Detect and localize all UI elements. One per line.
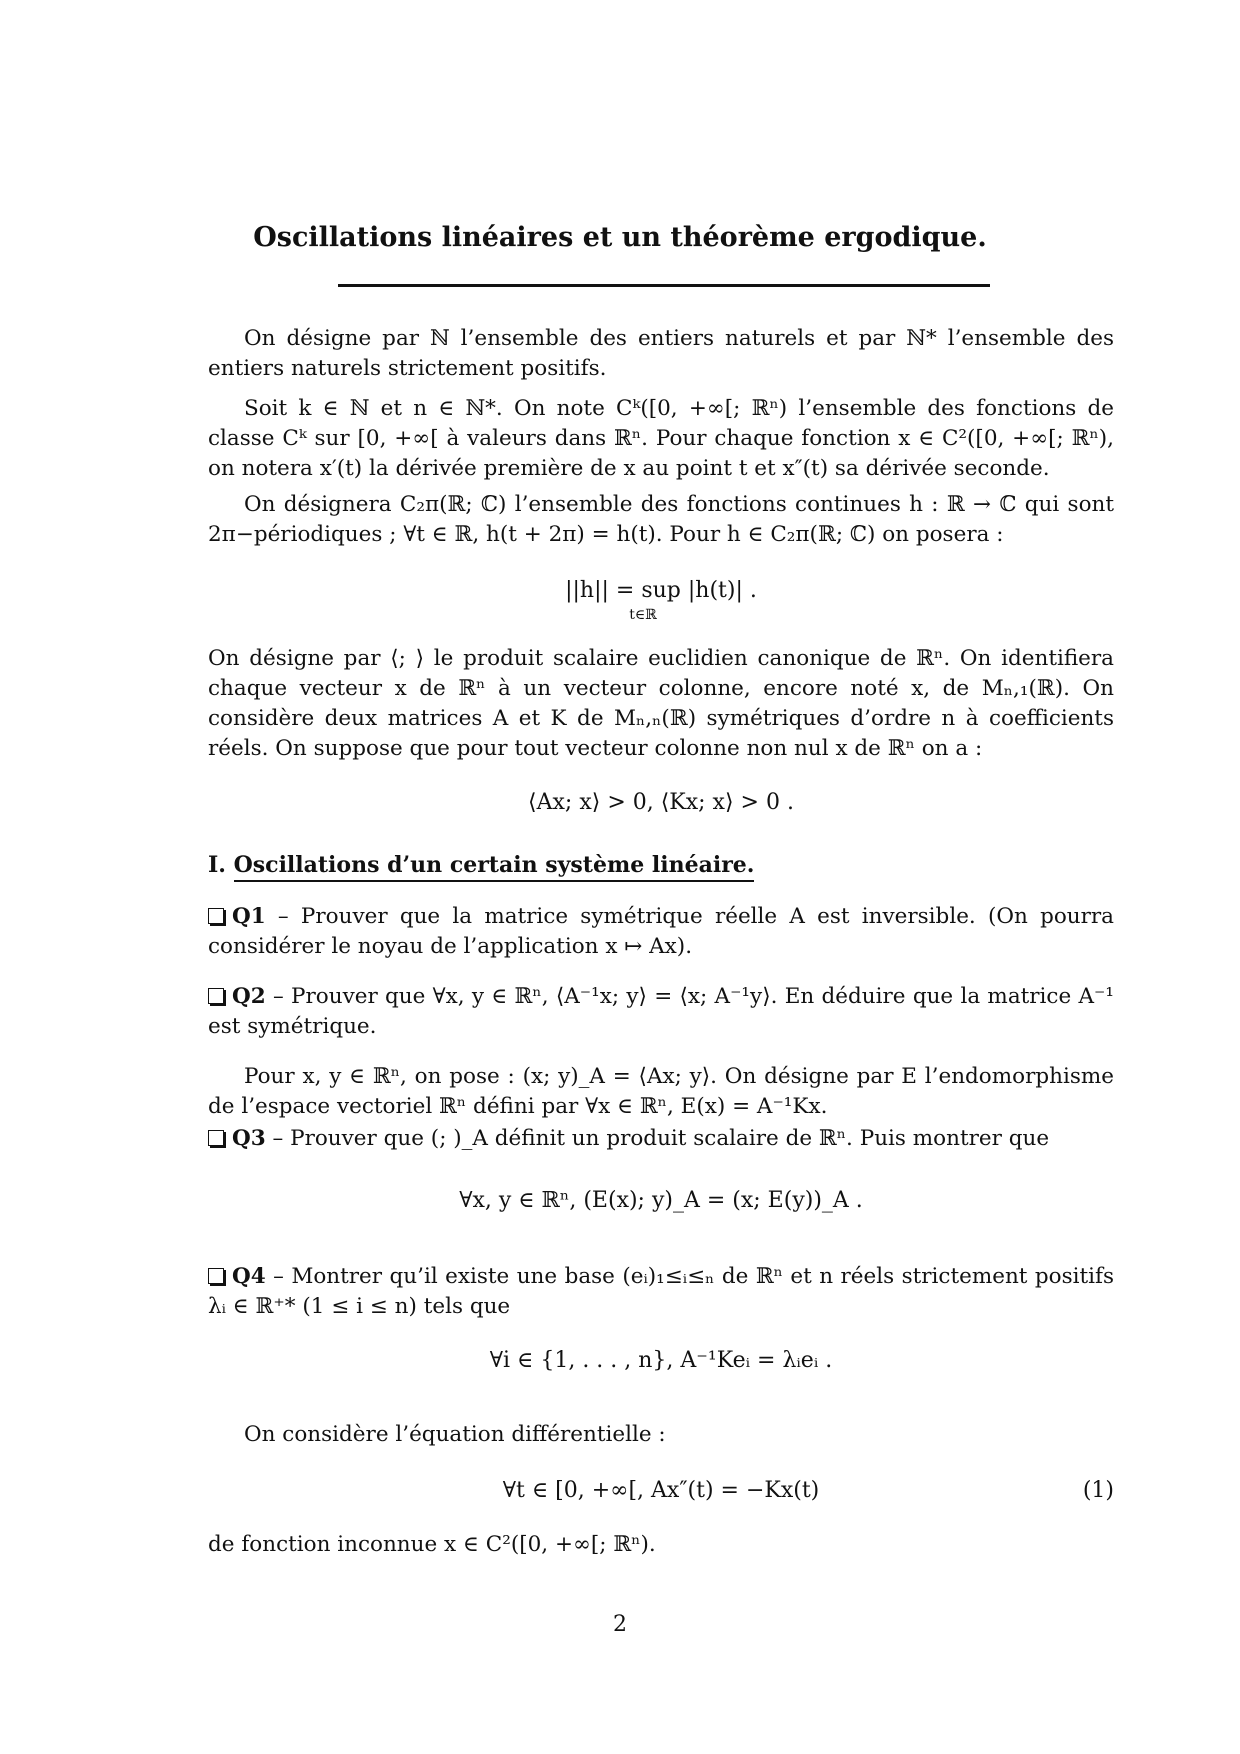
question-q3 (208, 1124, 1114, 1154)
page-title: Oscillations linéaires et un théorème ergodique. (253, 222, 987, 253)
equation-q4: ∀i ∈ {1, . . . , n}, A⁻¹Keᵢ = λᵢeᵢ . (489, 1348, 833, 1373)
question-label: Q4 (232, 1264, 266, 1289)
equation-q3: ∀x, y ∈ ℝⁿ, (E(x); y)_A = (x; E(y))_A . (459, 1188, 863, 1213)
section-heading (208, 850, 754, 880)
question-q1 (208, 902, 1114, 962)
checkbox-icon (208, 1130, 224, 1146)
question-text: – Prouver que la matrice symétrique réelle A est inversible. (On pourra considérer le noyau de l’application x ↦ Ax). (208, 904, 1114, 959)
section-title: Oscillations d’un certain système linéaire. (234, 852, 755, 882)
question-text: – Prouver que (; )_A définit un produit scalaire de ℝⁿ. Puis montrer que (265, 1126, 1050, 1151)
question-label: Q1 (232, 904, 266, 929)
intro-paragraph-4: On désigne par ⟨; ⟩ le produit scalaire euclidien canonique de ℝⁿ. On identifiera chaque vecteur x de ℝⁿ à un vecteur colonne, encore noté x, de Mₙ,₁(ℝ). On considère deux matrices A et K de Mₙ,ₙ(ℝ) symétriques d’ordre n à coefficients réels. On suppose que pour tout vecteur colonne non nul x de ℝⁿ on a : (208, 646, 1114, 761)
intro-paragraph-1: On désigne par ℕ l’ensemble des entiers naturels et par ℕ* l’ensemble des entiers naturels strictement positifs. (208, 326, 1114, 381)
intro-paragraph-3: On désignera C₂π(ℝ; ℂ) l’ensemble des fonctions continues h : ℝ → ℂ qui sont 2π−périodiques ; ∀t ∈ ℝ, h(t + 2π) = h(t). Pour h ∈ C₂π(ℝ; ℂ) on posera : (208, 492, 1114, 547)
page-number: 2 (613, 1612, 627, 1637)
paragraph-differential-equation: On considère l’équation différentielle : (244, 1422, 666, 1447)
equation-1: ∀t ∈ [0, +∞[, Ax″(t) = −Kx(t) (502, 1478, 820, 1503)
equation-norm: ||h|| = sup |h(t)| . (565, 578, 757, 603)
question-text: – Montrer qu’il existe une base (eᵢ)₁≤ᵢ≤ₙ de ℝⁿ et n réels strictement positifs λᵢ ∈ ℝ⁺* (1 ≤ i ≤ n) tels que (208, 1264, 1114, 1319)
paragraph-unknown-function: de fonction inconnue x ∈ C²([0, +∞[; ℝⁿ). (208, 1532, 656, 1557)
question-label: Q3 (232, 1126, 266, 1151)
equation-1-number: (1) (1082, 1478, 1114, 1503)
checkbox-icon (208, 908, 224, 924)
section-number: I. (208, 852, 226, 878)
checkbox-icon (208, 988, 224, 1004)
question-label: Q2 (232, 984, 266, 1009)
checkbox-icon (208, 1268, 224, 1284)
title-rule (338, 284, 990, 287)
equation-norm-subscript: t∈ℝ (629, 607, 657, 623)
paragraph-inner-product: Pour x, y ∈ ℝⁿ, on pose : (x; y)_A = ⟨Ax; y⟩. On désigne par E l’endomorphisme de l’espace vectoriel ℝⁿ défini par ∀x ∈ ℝⁿ, E(x) = A⁻¹Kx. (208, 1064, 1114, 1119)
intro-paragraph-2: Soit k ∈ ℕ et n ∈ ℕ*. On note Cᵏ([0, +∞[; ℝⁿ) l’ensemble des fonctions de classe Cᵏ sur [0, +∞[ à valeurs dans ℝⁿ. Pour chaque fonction x ∈ C²([0, +∞[; ℝⁿ), on notera x′(t) la dérivée première de x au point t et x″(t) sa dérivée seconde. (208, 396, 1114, 481)
question-text: – Prouver que ∀x, y ∈ ℝⁿ, ⟨A⁻¹x; y⟩ = ⟨x; A⁻¹y⟩. En déduire que la matrice A⁻¹ est symétrique. (208, 984, 1114, 1039)
question-q4 (208, 1262, 1114, 1322)
equation-positivity: ⟨Ax; x⟩ > 0, ⟨Kx; x⟩ > 0 . (528, 790, 794, 815)
question-q2 (208, 982, 1114, 1042)
